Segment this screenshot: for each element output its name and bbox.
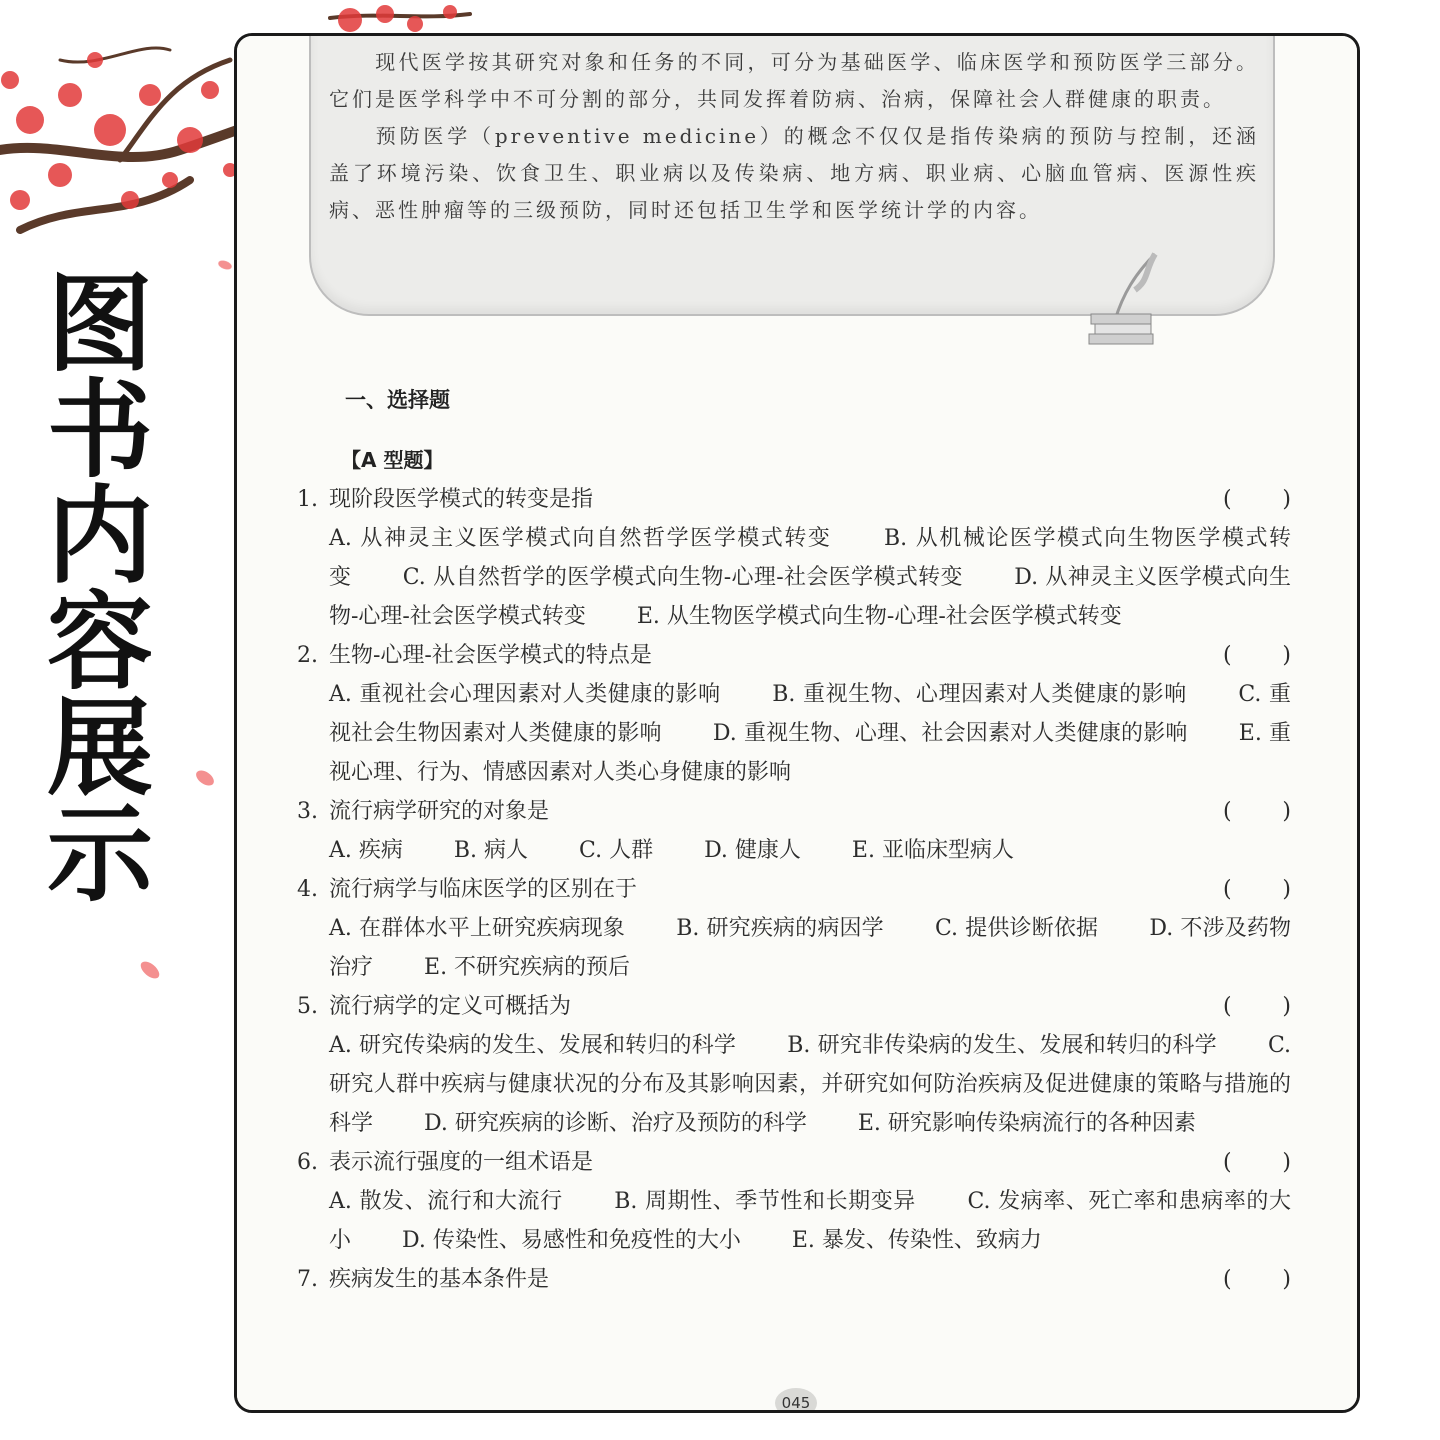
answer-option: B. 病人: [453, 838, 529, 863]
answer-option: B. 周期性、季节性和长期变异: [614, 1189, 916, 1214]
answer-option: A. 在群体水平上研究疾病现象: [329, 916, 626, 941]
question-stem: [297, 870, 1291, 909]
answer-blank: [1223, 1143, 1291, 1182]
question-text: 现阶段医学模式的转变是指: [329, 487, 594, 512]
promo-char: 书: [47, 369, 153, 492]
answer-blank: [1223, 1260, 1291, 1299]
question-number: 5.: [297, 994, 318, 1019]
answer-option: B. 研究疾病的病因学: [676, 916, 884, 941]
answer-option: A. 从神灵主义医学模式向自然哲学医学模式转变: [329, 526, 832, 551]
answer-blank-left: (: [1223, 1150, 1232, 1175]
promo-char: 图: [47, 263, 153, 386]
answer-option: C. 提供诊断依据: [935, 916, 1099, 941]
promo-char: 展: [47, 687, 153, 810]
answer-option: A. 重视社会心理因素对人类健康的影响: [329, 682, 721, 707]
answer-option: B. 从机械论医学模式向生物医学模式转变: [329, 526, 1291, 590]
answer-blank: [1223, 870, 1291, 909]
answer-blank-right: ): [1282, 1267, 1291, 1292]
answer-option: D. 从神灵主义医学模式向生物-心理-社会医学模式转变: [329, 565, 1291, 629]
answer-option: E. 重视心理、行为、情感因素对人类心身健康的影响: [329, 721, 1292, 785]
answer-blank: [1223, 792, 1291, 831]
answer-option: D. 研究疾病的诊断、治疗及预防的科学: [424, 1111, 807, 1136]
answer-blank-right: ): [1282, 487, 1291, 512]
question-number: 3.: [297, 799, 318, 824]
answer-option: E. 从生物医学模式向生物-心理-社会医学模式转变: [636, 604, 1122, 629]
question-text: 流行病学研究的对象是: [329, 799, 550, 824]
option-list: [297, 519, 1291, 636]
section-title: 一、选择题: [345, 388, 450, 412]
answer-option: D. 健康人: [704, 838, 801, 863]
question-type-title: 【A 型题】: [341, 448, 444, 472]
answer-option: C. 从自然哲学的医学模式向生物-心理-社会医学模式转变: [402, 565, 963, 590]
question-number: 4.: [297, 877, 318, 902]
question-number: 7.: [297, 1267, 318, 1292]
option-list: [297, 909, 1291, 987]
answer-blank-right: ): [1282, 1150, 1291, 1175]
question-text: 生物-心理-社会医学模式的特点是: [329, 643, 652, 668]
question-item: [297, 636, 1291, 792]
answer-option: A. 研究传染病的发生、发展和转归的科学: [329, 1033, 737, 1058]
option-list: [297, 1026, 1291, 1143]
question-item: [297, 1260, 1291, 1299]
page-number: 045: [775, 1388, 817, 1413]
answer-blank-right: ): [1282, 643, 1291, 668]
question-text: 流行病学与临床医学的区别在于: [329, 877, 638, 902]
answer-option: E. 暴发、传染性、致病力: [791, 1228, 1042, 1253]
option-list: [297, 675, 1291, 792]
promo-char: 示: [47, 793, 153, 916]
answer-option: A. 散发、流行和大流行: [329, 1189, 563, 1214]
promo-char: 容: [47, 581, 153, 704]
answer-blank: [1223, 636, 1291, 675]
answer-blank-right: ): [1282, 994, 1291, 1019]
answer-blank-right: ): [1282, 799, 1291, 824]
question-item: [297, 792, 1291, 870]
answer-option: B. 重视生物、心理因素对人类健康的影响: [772, 682, 1187, 707]
question-item: [297, 1143, 1291, 1260]
question-stem: [297, 792, 1291, 831]
question-list: [297, 480, 1291, 1299]
answer-option: E. 亚临床型病人: [851, 838, 1014, 863]
promo-title: [40, 263, 160, 916]
answer-option: D. 不涉及药物治疗: [329, 916, 1292, 980]
option-list: [297, 831, 1291, 870]
answer-option: D. 传染性、易感性和免疫性的大小: [402, 1228, 741, 1253]
intro-paragraph: 现代医学按其研究对象和任务的不同，可分为基础医学、临床医学和预防医学三部分。它们是医学科学中不可分割的部分，共同发挥着防病、治病，保障社会人群健康的职责。: [329, 50, 1259, 111]
question-stem: [297, 636, 1291, 675]
intro-paragraph: 预防医学（preventive medicine）的概念不仅仅是指传染病的预防与控制，还涵盖了环境污染、饮食卫生、职业病以及传染病、地方病、职业病、心脑血管病、医源性疾病、恶性肿瘤等的三级预防，同时还包括卫生学和医学统计学的内容。: [329, 124, 1259, 222]
question-stem: [297, 987, 1291, 1026]
book-quill-icon: [1085, 250, 1165, 350]
question-text: 表示流行强度的一组术语是: [329, 1150, 594, 1175]
answer-blank: [1223, 480, 1291, 519]
answer-option: E. 不研究疾病的预后: [424, 955, 631, 980]
answer-blank-left: (: [1223, 877, 1232, 902]
answer-option: A. 疾病: [329, 838, 403, 863]
question-number: 1.: [297, 487, 318, 512]
question-stem: [297, 1143, 1291, 1182]
answer-option: E. 研究影响传染病流行的各种因素: [857, 1111, 1196, 1136]
answer-blank-right: ): [1282, 877, 1291, 902]
answer-blank-left: (: [1223, 1267, 1232, 1292]
option-list: [297, 1182, 1291, 1260]
answer-option: C. 研究人群中疾病与健康状况的分布及其影响因素，并研究如何防治疾病及促进健康的策略与措施的科学: [329, 1033, 1291, 1136]
answer-blank-left: (: [1223, 994, 1232, 1019]
question-number: 2.: [297, 643, 318, 668]
answer-blank-left: (: [1223, 799, 1232, 824]
question-item: [297, 870, 1291, 987]
answer-option: C. 重视社会生物因素对人类健康的影响: [329, 682, 1291, 746]
answer-blank: [1223, 987, 1291, 1026]
question-number: 6.: [297, 1150, 318, 1175]
question-text: 疾病发生的基本条件是: [329, 1267, 550, 1292]
book-page-frame: [234, 33, 1360, 1413]
question-stem: [297, 480, 1291, 519]
promo-char: 内: [47, 475, 153, 598]
answer-option: B. 研究非传染病的发生、发展和转归的科学: [787, 1033, 1217, 1058]
question-stem: [297, 1260, 1291, 1299]
book-page: [237, 36, 1357, 1410]
answer-blank-left: (: [1223, 487, 1232, 512]
answer-blank-left: (: [1223, 643, 1232, 668]
question-item: [297, 987, 1291, 1143]
answer-option: D. 重视生物、心理、社会因素对人类健康的影响: [712, 721, 1188, 746]
answer-option: C. 发病率、死亡率和患病率的大小: [329, 1189, 1292, 1253]
question-item: [297, 480, 1291, 636]
question-text: 流行病学的定义可概括为: [329, 994, 572, 1019]
answer-option: C. 人群: [579, 838, 654, 863]
